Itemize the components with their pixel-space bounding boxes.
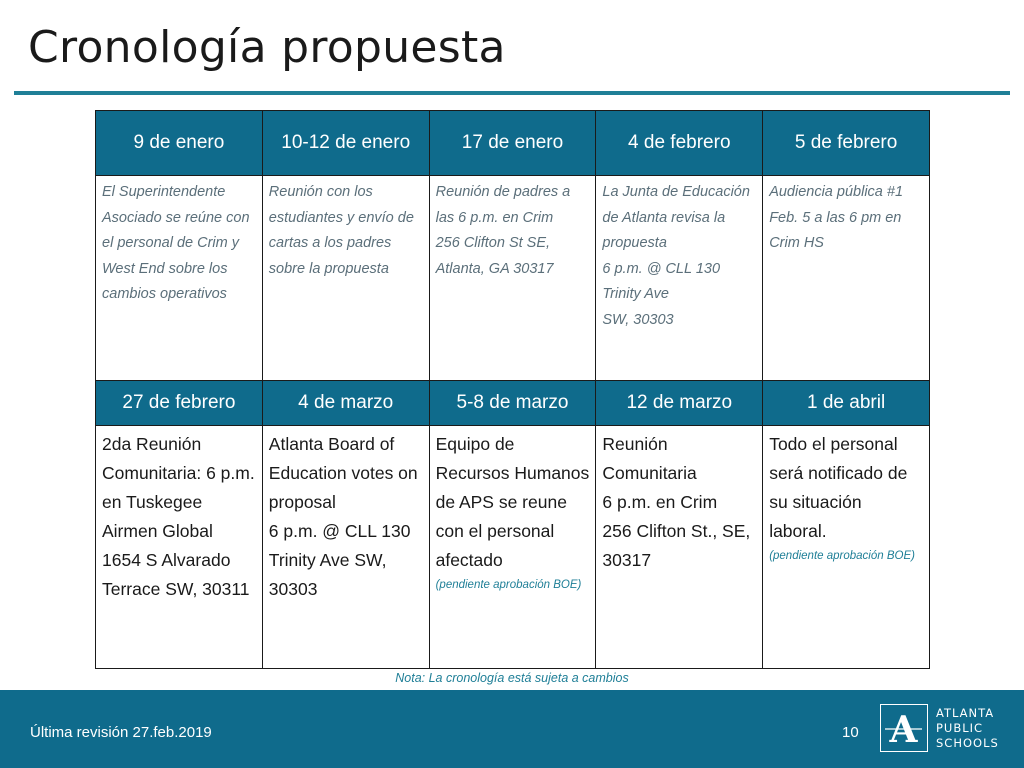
event-text: Atlanta Board of Education votes on proposal 6 p.m. @ CLL 130 Trinity Ave SW, 30303 <box>268 434 418 599</box>
last-revision-date: Última revisión 27.feb.2019 <box>30 724 212 741</box>
pending-approval-note: (pendiente aprobación BOE) <box>435 579 582 591</box>
date-header: 12 de marzo <box>596 381 763 426</box>
date-header: 17 de enero <box>429 111 596 176</box>
logo-line: SCHOOLS <box>936 736 999 750</box>
logo-wordmark <box>936 706 999 751</box>
table-header-row <box>96 381 930 426</box>
event-text: 2da Reunión Comunitaria: 6 p.m. en Tuskegee Airmen Global 1654 S Alvarado Terrace SW, 30311 <box>102 434 255 599</box>
date-header: 27 de febrero <box>96 381 263 426</box>
date-header: 10-12 de enero <box>262 111 429 176</box>
schedule-note: Nota: La cronología está sujeta a cambios <box>395 671 629 685</box>
event-description: Reunión con los estudiantes y envío de cartas a los padres sobre la propuesta <box>262 176 429 381</box>
event-description <box>262 426 429 669</box>
date-header: 5-8 de marzo <box>429 381 596 426</box>
event-description <box>596 426 763 669</box>
timeline-table <box>95 110 930 669</box>
logo-emblem-icon <box>880 704 928 752</box>
event-text: Equipo de Recursos Humanos de APS se reune con el personal afectado <box>435 434 590 570</box>
event-description <box>763 426 930 669</box>
footer-bar <box>0 690 1024 768</box>
event-description <box>96 426 263 669</box>
event-description: Audiencia pública #1 Feb. 5 a las 6 pm en Crim HS <box>763 176 930 381</box>
date-header: 4 de febrero <box>596 111 763 176</box>
aps-logo <box>880 704 1004 754</box>
logo-line: ATLANTA <box>936 706 995 720</box>
title-divider <box>14 91 1010 95</box>
event-description: La Junta de Educación de Atlanta revisa la propuesta 6 p.m. @ CLL 130 Trinity Ave SW, 30303 <box>596 176 763 381</box>
logo-line: PUBLIC <box>936 721 984 735</box>
table-row <box>96 176 930 381</box>
date-header: 4 de marzo <box>262 381 429 426</box>
table-row <box>96 426 930 669</box>
table-header-row <box>96 111 930 176</box>
svg-text:A: A <box>889 709 918 750</box>
event-text: Todo el personal será notificado de su situación laboral. <box>769 434 908 541</box>
slide-title: Cronología propuesta <box>28 22 506 73</box>
date-header: 5 de febrero <box>763 111 930 176</box>
event-description: El Superintendente Asociado se reúne con el personal de Crim y West End sobre los cambios operativos <box>96 176 263 381</box>
page-number: 10 <box>842 724 859 741</box>
date-header: 1 de abril <box>763 381 930 426</box>
date-header: 9 de enero <box>96 111 263 176</box>
event-text: Reunión Comunitaria 6 p.m. en Crim 256 Clifton St., SE, 30317 <box>602 434 751 570</box>
event-description <box>429 426 596 669</box>
event-description: Reunión de padres a las 6 p.m. en Crim 256 Clifton St SE, Atlanta, GA 30317 <box>429 176 596 381</box>
pending-approval-note: (pendiente aprobación BOE) <box>769 550 915 562</box>
